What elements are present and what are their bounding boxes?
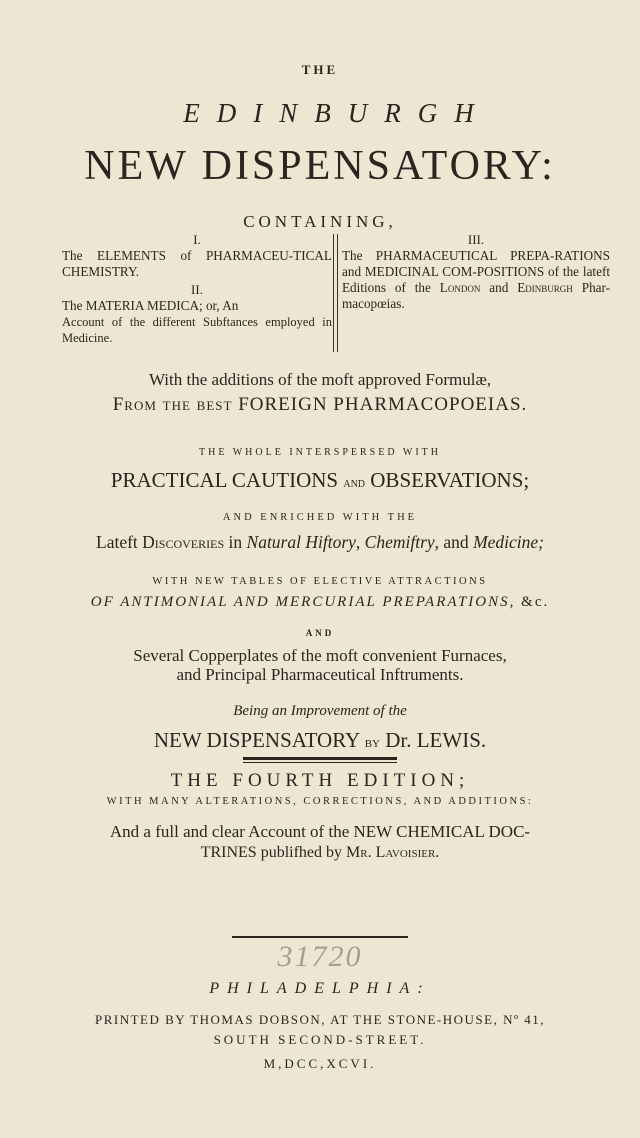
additions-line: With the additions of the moft approved Formulæ,	[148, 370, 492, 389]
discoveries-medicine: Medicine;	[473, 532, 544, 552]
contents-item-3-and: and	[489, 280, 509, 295]
contents-item-2-desc: Account of the different Subftances employed in Medicine.	[62, 315, 332, 345]
interspersed-line: THE WHOLE INTERSPERSED WITH	[198, 447, 441, 458]
contents-item-1: The ELEMENTS of PHARMACEU-TICAL CHEMISTRY.	[62, 248, 332, 279]
containing-heading: CONTAINING,	[243, 212, 397, 231]
contents-item-2-title: The MATERIA MEDICA; or, An	[62, 298, 239, 313]
discoveries-line: Lateft Discoveries in Natural Hiftory, Chemiftry, and Medicine;	[96, 532, 544, 552]
alterations-line: WITH MANY ALTERATIONS, CORRECTIONS, AND ADDITIONS:	[106, 796, 534, 807]
contents-left-column	[62, 232, 332, 346]
account-line-1: And a full and clear Account of the NEW CHEMICAL DOC-	[109, 822, 531, 841]
library-stamp: 31720	[277, 940, 363, 973]
edinburgh-heading: EDINBURGH	[183, 98, 491, 128]
contents-item-3-london: London	[439, 280, 481, 295]
printer-line: PRINTED BY THOMAS DOBSON, AT THE STONE-HOUSE, Nº 41,	[94, 1012, 546, 1027]
antimonial-line	[0, 594, 640, 611]
foreign-line	[0, 394, 640, 416]
tables-line: WITH NEW TABLES OF ELECTIVE ATTRACTIONS	[152, 576, 488, 587]
foreign-main: FOREIGN PHARMACOPOEIAS.	[238, 394, 528, 415]
and-small: AND	[305, 628, 335, 638]
lewis-part-2: Dr. LEWIS.	[385, 728, 487, 752]
street-line: SOUTH SECOND-STREET.	[213, 1032, 427, 1047]
publication-date: M,DCC,XCVI.	[263, 1056, 377, 1071]
account-line-2-text: TRINES publifhed by	[200, 844, 343, 861]
cautions-part-2: OBSERVATIONS;	[370, 468, 530, 492]
lewis-line	[0, 728, 640, 753]
double-rule-top	[243, 757, 397, 760]
contents-right-column	[342, 232, 610, 312]
edition-line: THE FOURTH EDITION;	[170, 770, 470, 791]
discoveries-and: and	[443, 532, 469, 552]
the-heading: THE	[301, 62, 339, 77]
place-of-publication: PHILADELPHIA:	[209, 980, 431, 997]
contents-number-3: III.	[467, 232, 485, 247]
contents-number-1: I.	[193, 232, 201, 247]
foreign-prefix: From the best	[112, 394, 233, 415]
copperplates-line-2: and Principal Pharmaceutical Inftruments.	[176, 665, 464, 684]
contents-number-2: II.	[191, 282, 203, 297]
contents-item-3	[342, 248, 610, 312]
discoveries-natural-history: Natural Hiftory	[246, 532, 356, 552]
enriched-line: AND ENRICHED WITH THE	[222, 512, 418, 523]
discoveries-word-2: Discoveries	[142, 532, 225, 552]
cautions-line	[0, 468, 640, 493]
imprint-rule	[232, 936, 408, 938]
cautions-and: and	[343, 476, 366, 491]
contents-item-3-text: The PHARMACEUTICAL PREPA-RATIONS and MEDICINAL COM-POSITIONS of the lateft Editions of the	[342, 248, 610, 295]
antimonial-text: OF ANTIMONIAL AND MERCURIAL PREPARATIONS,	[90, 594, 516, 610]
antimonial-etc: &c.	[521, 594, 550, 610]
discoveries-word-3: in	[228, 532, 243, 552]
lewis-by: by	[364, 735, 380, 751]
main-title: NEW DISPENSATORY:	[84, 143, 556, 189]
discoveries-word-1: Lateft	[96, 532, 138, 552]
account-line-2	[0, 844, 640, 862]
copperplates-line-1: Several Copperplates of the moft convenient Furnaces,	[133, 646, 507, 665]
double-rule-bottom	[243, 762, 397, 763]
lewis-part-1: NEW DISPENSATORY	[153, 728, 360, 752]
column-divider	[333, 234, 338, 352]
improvement-line: Being an Improvement of the	[233, 703, 407, 719]
cautions-part-1: PRACTICAL CAUTIONS	[110, 468, 339, 492]
contents-item-3-end: Phar-macopœias.	[342, 280, 611, 311]
contents-item-3-edinburgh: Edinburgh	[517, 280, 573, 295]
account-lavoisier: Mr. Lavoisier.	[346, 844, 440, 861]
discoveries-chemistry: Chemiftry	[364, 532, 435, 552]
